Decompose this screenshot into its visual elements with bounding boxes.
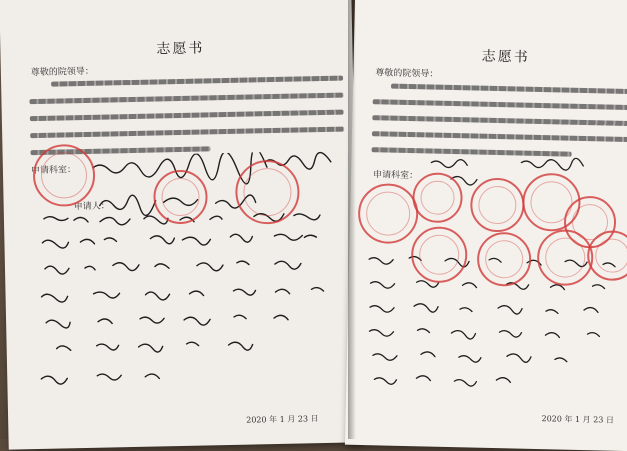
signers-label: 申请科室：: [372, 170, 419, 182]
paragraph-line: [391, 84, 627, 94]
sheet-title: 志愿书: [481, 48, 530, 66]
salutation: 尊敬的院领导：: [30, 66, 94, 79]
name-label: 申请人：: [73, 201, 110, 213]
sign-date: 2020 年 1 月 23 日: [541, 414, 614, 425]
paragraph-line: [30, 127, 344, 139]
page-overlap-shadow: [348, 0, 356, 439]
salutation: 尊敬的院领导：: [375, 68, 439, 80]
paragraph-line: [372, 131, 627, 142]
paragraph-line: [30, 110, 344, 122]
paragraph-line: [29, 93, 343, 105]
signers-label: 申请科室：: [30, 165, 77, 177]
sheet-title: 志愿书: [156, 40, 205, 58]
paragraph-line: [51, 76, 343, 87]
paragraph-line: [373, 99, 627, 110]
petition-sheet-right: [345, 0, 627, 451]
sign-date: 2020 年 1 月 23 日: [246, 414, 319, 425]
paragraph-line: [372, 115, 627, 126]
